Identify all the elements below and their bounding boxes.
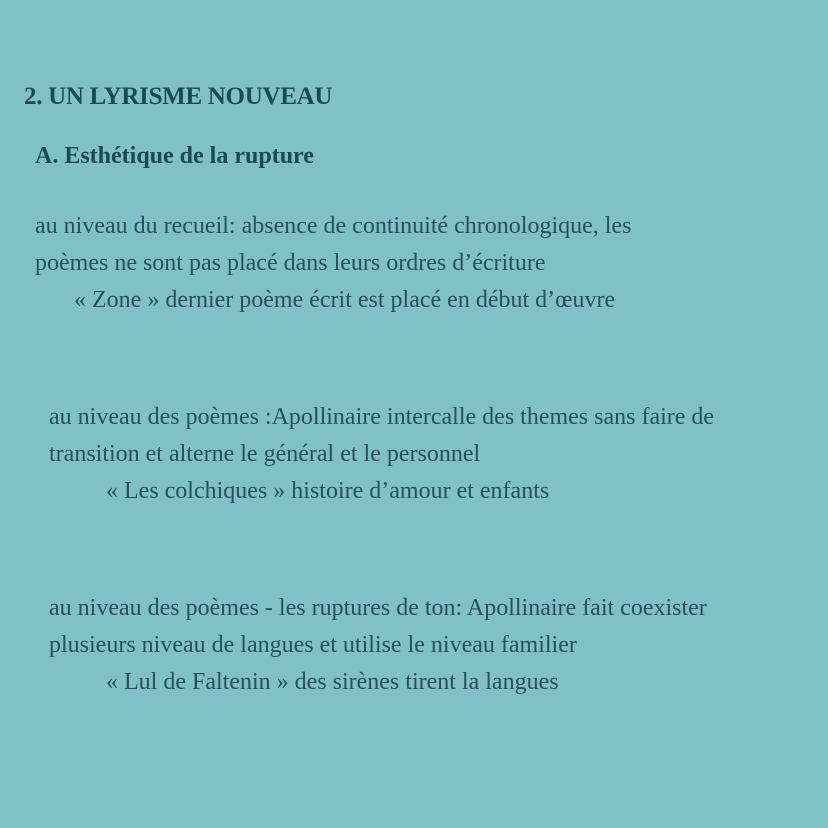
paragraph-ruptures-de-ton	[49, 590, 707, 701]
paragraph-line: plusieurs niveau de langues et utilise le niveau familier	[49, 632, 577, 658]
paragraph-line: au niveau du recueil: absence de continuité chronologique, les	[35, 213, 632, 239]
example-line: « Les colchiques » histoire d’amour et enfants	[106, 478, 550, 504]
example-line: « Lul de Faltenin » des sirènes tirent la langues	[106, 669, 559, 695]
paragraph-line: transition et alterne le général et le personnel	[49, 441, 481, 467]
subsection-title: A. Esthétique de la rupture	[35, 143, 314, 169]
paragraph-line: au niveau des poèmes :Apollinaire intercalle des themes sans faire de	[49, 404, 715, 430]
section-title: 2. UN LYRISME NOUVEAU	[24, 83, 333, 110]
paragraph-recueil	[35, 208, 631, 319]
paragraph-line: au niveau des poèmes - les ruptures de ton: Apollinaire fait coexister	[49, 595, 707, 621]
paragraph-line: poèmes ne sont pas placé dans leurs ordres d’écriture	[35, 250, 546, 276]
paragraph-poemes	[49, 399, 714, 510]
example-line: « Zone » dernier poème écrit est placé en début d’œuvre	[74, 287, 616, 313]
